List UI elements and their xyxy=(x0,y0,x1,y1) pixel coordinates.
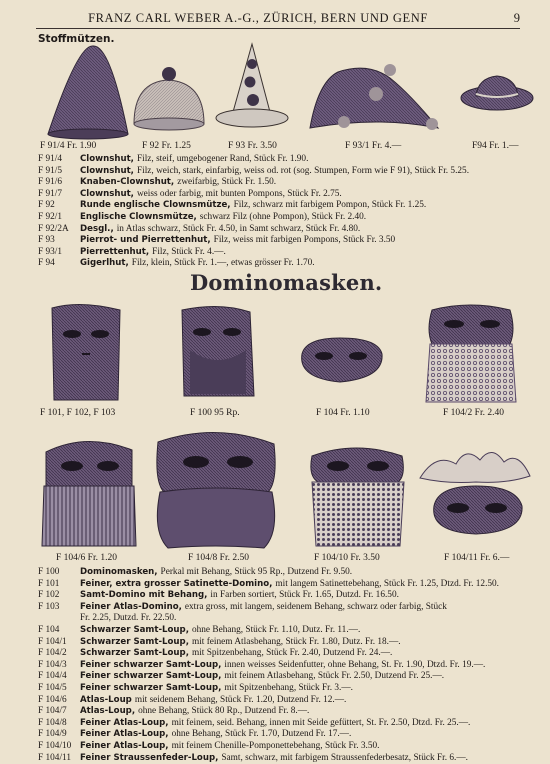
list-item: F 104/10 Feiner Atlas-Loup, mit feinem Chenille-Pomponettebehang, Stück Fr. 3.50. xyxy=(38,741,538,753)
section-title-stoffmuetzen: Stoffmützen. xyxy=(38,33,114,45)
list-item: F 104/5 Feiner schwarzer Samt-Loup, mit Spitzenbehang, Stück Fr. 3.—. xyxy=(38,683,538,695)
list-item-continuation: Fr. 2.25, Dutzd. Fr. 22.50. xyxy=(38,613,538,625)
loup-mask-f104 xyxy=(302,338,382,382)
list-item: F 104/1 Schwarzer Samt-Loup, mit feinem Atlasbehang, Stück Fr. 1.80, Dutz. Fr. 18.—. xyxy=(38,637,538,649)
list-item: F 103 Feiner Atlas-Domino, extra gross, mit langem, seidenem Behang, schwarz oder farbig, Stück xyxy=(38,602,538,614)
caption-f104-8: F 104/8 Fr. 2.50 xyxy=(188,553,249,563)
list-item: F 102 Samt-Domino mit Behang, in Farben sortiert, Stück Fr. 1.65, Dutzd. Fr. 16.50. xyxy=(38,590,538,602)
list-item: F 91/4 Clownshut, Filz, steif, umgebogener Rand, Stück Fr. 1.90. xyxy=(38,154,538,166)
list-item: F 104/4 Feiner schwarzer Samt-Loup, mit feinem Atlasbehang, Stück Fr. 2.50, Dutzend Fr. 25.—. xyxy=(38,671,538,683)
caption-f91-4: F 91/4 Fr. 1.90 xyxy=(40,141,96,151)
page-number: 9 xyxy=(514,11,520,26)
pierrette-hat-f93-1 xyxy=(310,64,438,130)
masks-illustration-row2 xyxy=(36,422,536,550)
list-item: F 104/7 Atlas-Loup, ohne Behang, Stück 80 Rp., Dutzend Fr. 8.—. xyxy=(38,706,538,718)
gigerl-hat-f94 xyxy=(461,76,533,110)
round-clown-cap-f92 xyxy=(134,67,204,130)
list-item: F 104 Schwarzer Samt-Loup, ohne Behang, Stück Fr. 1.10, Dutz. Fr. 11.—. xyxy=(38,625,538,637)
page-header-title: FRANZ CARL WEBER A.-G., ZÜRICH, BERN UND GENF xyxy=(36,11,480,26)
caption-f104-11: F 104/11 Fr. 6.— xyxy=(444,553,509,563)
loup-mask-lace-f104-2 xyxy=(426,305,516,402)
hats-illustration xyxy=(38,42,538,142)
list-item: F 91/7 Clownshut, weiss oder farbig, mit bunten Pompons, Stück Fr. 2.75. xyxy=(38,189,538,201)
list-item: F 104/8 Feiner Atlas-Loup, mit feinem, seid. Behang, innen mit Seide gefüttert, St. Fr. 2.50, Dtzd. Fr. 25.—. xyxy=(38,718,538,730)
mask-item-list xyxy=(38,567,538,764)
list-item: F 93 Pierrot- und Pierrettenhut, Filz, weiss mit farbigen Pompons, Stück Fr. 3.50 xyxy=(38,235,538,247)
list-item: F 92/2A Desgl., in Atlas schwarz, Stück Fr. 4.50, in Samt schwarz, Stück Fr. 4.80. xyxy=(38,224,538,236)
domino-mask-f100 xyxy=(182,306,254,396)
list-item: F 91/6 Knaben-Clownshut, zweifarbig, Stück Fr. 1.50. xyxy=(38,177,538,189)
atlas-loup-f104-6 xyxy=(42,441,136,546)
atlas-loup-chenille-f104-10 xyxy=(311,448,404,546)
caption-f93: F 93 Fr. 3.50 xyxy=(228,141,277,151)
caption-f104-6: F 104/6 Fr. 1.20 xyxy=(56,553,117,563)
caption-f92: F 92 Fr. 1.25 xyxy=(142,141,191,151)
clown-hat-f91-4 xyxy=(48,46,128,139)
caption-f101-f103: F 101, F 102, F 103 xyxy=(40,408,115,418)
ostrich-feather-loup-f104-11 xyxy=(420,452,530,534)
caption-f94: F94 Fr. 1.— xyxy=(472,141,518,151)
list-item: F 100 Dominomasken, Perkal mit Behang, Stück 95 Rp., Dutzend Fr. 9.50. xyxy=(38,567,538,579)
list-item: F 104/9 Feiner Atlas-Loup, ohne Behang, Stück Fr. 1.70, Dutzend Fr. 17.—. xyxy=(38,729,538,741)
list-item: F 104/6 Atlas-Loup mit seidenem Behang, Stück Fr. 1.20, Dutzend Fr. 12.—. xyxy=(38,695,538,707)
caption-f104-2: F 104/2 Fr. 2.40 xyxy=(443,408,504,418)
masks-illustration-row1 xyxy=(40,300,530,406)
list-item: F 104/2 Schwarzer Samt-Loup, mit Spitzenbehang, Stück Fr. 2.40, Dutzend Fr. 24.—. xyxy=(38,648,538,660)
list-item: F 104/11 Feiner Straussenfeder-Loup, Samt, schwarz, mit farbigem Straussenfederbesatz, Stück Fr. 6.—. xyxy=(38,753,538,764)
domino-mask-f101 xyxy=(52,304,120,400)
section-title-dominomasken: Dominomasken. xyxy=(190,270,382,295)
hat-item-list xyxy=(38,154,538,270)
list-item: F 91/5 Clownshut, Filz, weich, stark, einfarbig, weiss od. rot (sog. Stumpen, Form wie F 91), Stück Fr. 5.25. xyxy=(38,166,538,178)
atlas-loup-f104-8 xyxy=(157,432,275,548)
caption-f104: F 104 Fr. 1.10 xyxy=(316,408,370,418)
caption-f93-1: F 93/1 Fr. 4.— xyxy=(345,141,401,151)
list-item: F 94 Gigerlhut, Filz, klein, Stück Fr. 1.—, etwas grösser Fr. 1.70. xyxy=(38,258,538,270)
list-item: F 101 Feiner, extra grosser Satinette-Domino, mit langem Satinettebehang, Stück Fr. 1.25, Dtzd. Fr. 12.50. xyxy=(38,579,538,591)
pierrot-hat-f93 xyxy=(216,44,288,127)
list-item: F 92/1 Englische Clownsmütze, schwarz Filz (ohne Pompon), Stück Fr. 2.40. xyxy=(38,212,538,224)
page-header xyxy=(36,10,520,29)
caption-f104-10: F 104/10 Fr. 3.50 xyxy=(314,553,380,563)
list-item: F 92 Runde englische Clownsmütze, Filz, schwarz mit farbigem Pompon, Stück Fr. 1.25. xyxy=(38,200,538,212)
list-item: F 104/3 Feiner schwarzer Samt-Loup, innen weisses Seidenfutter, ohne Behang, St. Fr. 1.90, Dtzd. Fr. 19.—. xyxy=(38,660,538,672)
caption-f100: F 100 95 Rp. xyxy=(190,408,240,418)
list-item: F 93/1 Pierrettenhut, Filz, Stück Fr. 4.—. xyxy=(38,247,538,259)
